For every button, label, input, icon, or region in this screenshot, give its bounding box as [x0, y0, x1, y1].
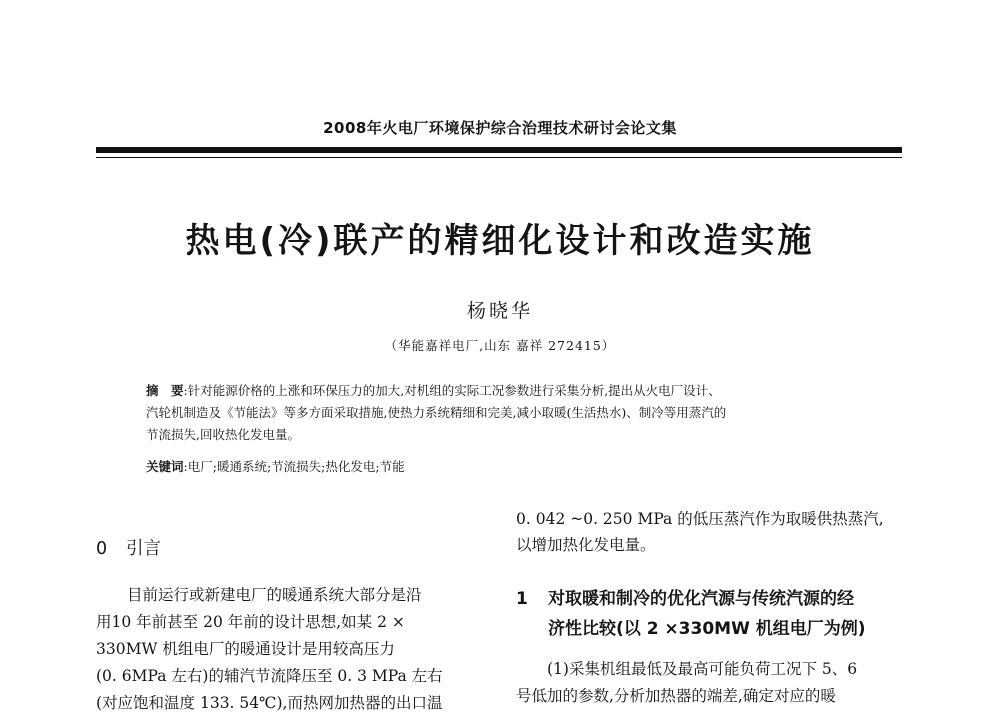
keywords-text: :电厂;暖通系统;节流损失;热化发电;节能	[183, 459, 405, 474]
body-line: (对应饱和温度 133. 54℃),而热网加热器的出口温	[96, 694, 443, 712]
header-rule-thin	[96, 157, 902, 158]
section-1-number: 1	[516, 589, 528, 609]
body-line: 以增加热化发电量。	[516, 536, 656, 554]
abstract-line-1	[146, 380, 866, 402]
abstract	[146, 380, 866, 446]
right-column-body	[516, 656, 906, 710]
author-affiliation: （华能嘉祥电厂,山东 嘉祥 272415）	[384, 338, 616, 353]
section-1-title-2: 济性比较(以 2 ×330MW 机组电厂为例)	[548, 619, 866, 639]
body-line: 号低加的参数,分析加热器的端差,确定对应的暖	[516, 687, 836, 705]
section-0-title: 引言	[126, 539, 161, 559]
body-line: (0. 6MPa 左右)的辅汽节流降压至 0. 3 MPa 左右	[96, 667, 443, 685]
section-1-heading	[516, 584, 906, 644]
body-line: (1)采集机组最低及最高可能负荷工况下 5、6	[547, 660, 858, 678]
body-line: 0. 042 ~0. 250 MPa 的低压蒸汽作为取暖供热蒸汽,	[516, 510, 884, 528]
abstract-text-1: :针对能源价格的上涨和环保压力的加大,对机组的实际工况参数进行采集分析,提出从火电厂设计、	[183, 383, 721, 398]
proceedings-header: 2008年火电厂环境保护综合治理技术研讨会论文集	[323, 119, 677, 137]
section-0-heading	[96, 535, 161, 560]
keywords-label: 关键词	[146, 459, 184, 474]
abstract-line-2: 汽轮机制造及《节能法》等多方面采取措施,使热力系统精细和完美,减小取暖(生活热水)、制冷等用蒸汽的	[146, 405, 727, 420]
abstract-label: 摘 要	[146, 383, 184, 398]
body-line: 目前运行或新建电厂的暖通系统大部分是沿	[127, 586, 422, 604]
section-1-title-1: 对取暖和制冷的优化汽源与传统汽源的经	[548, 589, 854, 609]
body-line: 330MW 机组电厂的暖通设计是用较高压力	[96, 640, 395, 658]
author-name: 杨晓华	[466, 300, 533, 322]
section-1-heading-line-1	[516, 584, 906, 614]
section-0-number: 0	[96, 539, 108, 559]
paper-title: 热电(冷)联产的精细化设计和改造实施	[185, 221, 815, 261]
keywords	[146, 457, 866, 475]
body-line: 用10 年前甚至 20 年前的设计思想,如某 2 ×	[96, 613, 405, 631]
header-rule-thick	[96, 147, 902, 153]
right-column-continuation	[516, 506, 906, 558]
abstract-line-3: 节流损失,回收热化发电量。	[146, 427, 300, 442]
left-column-body	[96, 582, 490, 717]
